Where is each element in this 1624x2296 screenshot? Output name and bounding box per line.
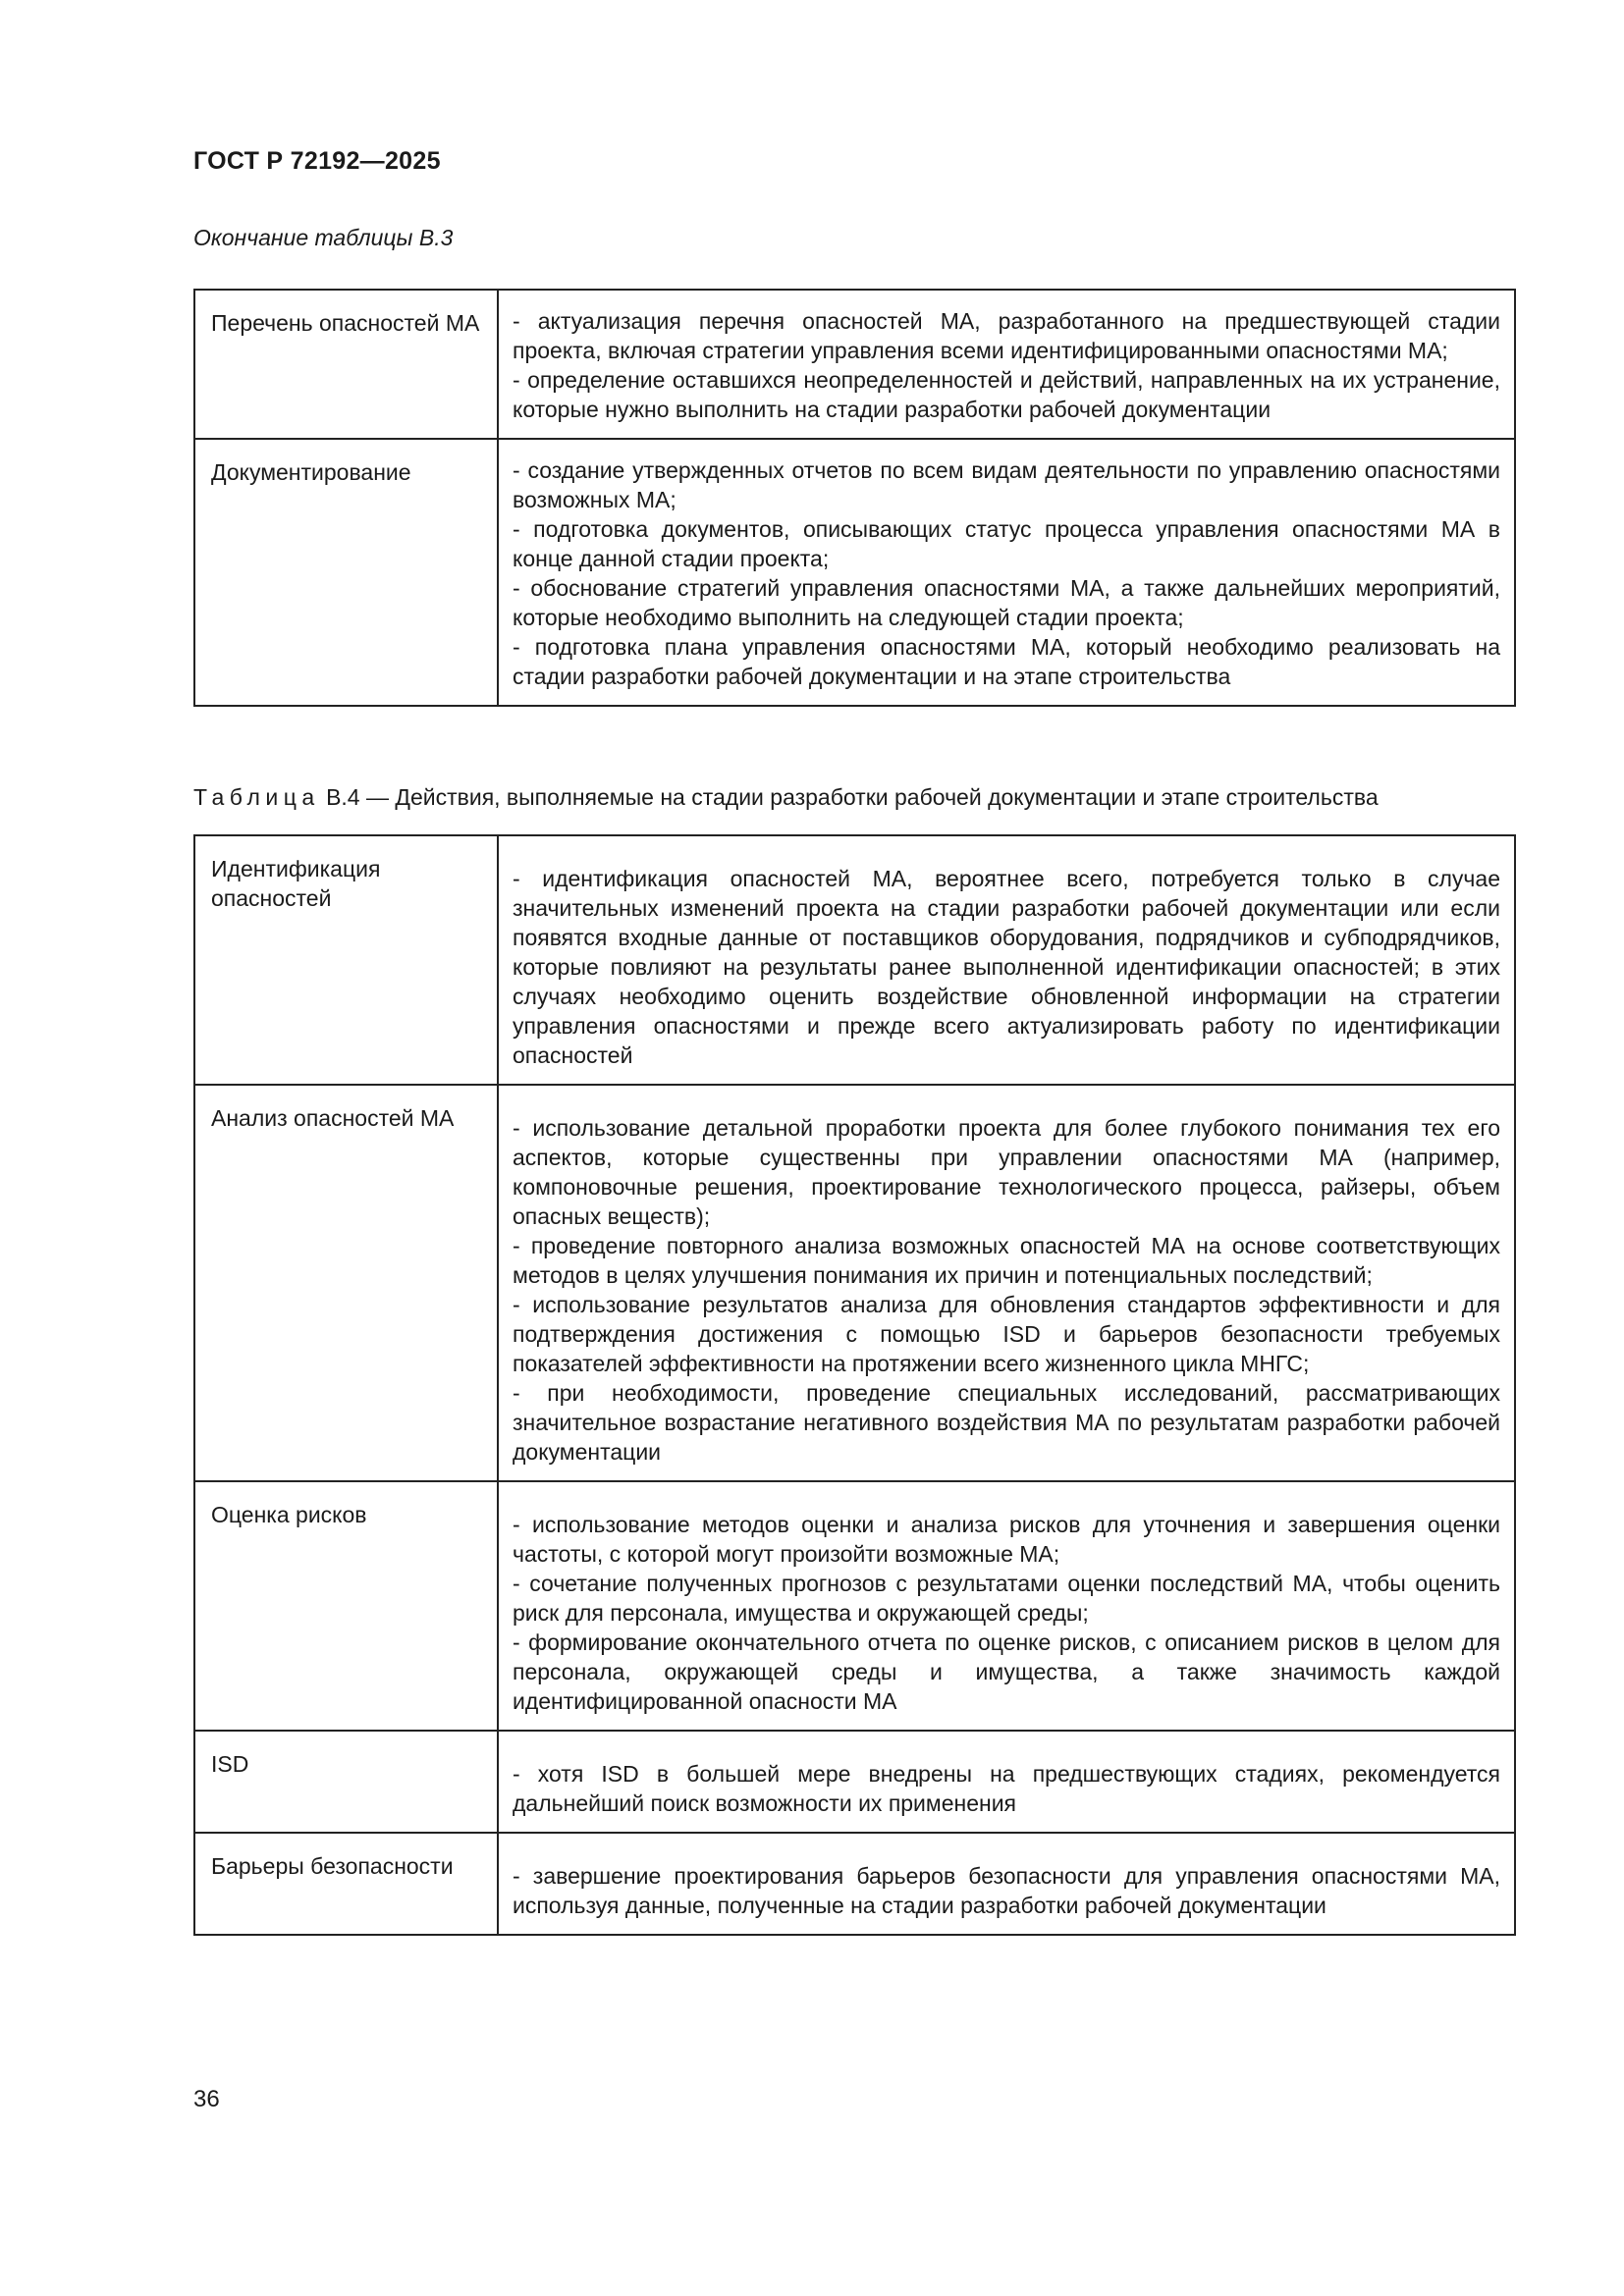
table-b3 (193, 289, 1516, 707)
list-item: - подготовка плана управления опасностями МА, который необходимо реализовать на стадии разработки рабочей документации и на этапе строительства (513, 634, 1500, 689)
table-row (194, 439, 1515, 706)
row-description (498, 1833, 1515, 1935)
table-row (194, 835, 1515, 1085)
list-item: - обоснование стратегий управления опасностями МА, а также дальнейших мероприятий, которые необходимо выполнить на следующей стадии проекта; (513, 575, 1500, 630)
row-name: Анализ опасностей МА (194, 1085, 498, 1481)
list-item: - сочетание полученных прогнозов с результатами оценки последствий МА, чтобы оценить риск для персонала, имущества и окружающей среды; (513, 1571, 1500, 1626)
row-description (498, 1731, 1515, 1833)
list-item: - проведение повторного анализа возможных опасностей МА на основе соответствующих методов в целях улучшения понимания их причин и потенциальных последствий; (513, 1233, 1500, 1288)
row-description (498, 439, 1515, 706)
list-item: - использование результатов анализа для обновления стандартов эффективности и для подтверждения достижения с помощью ISD и барьеров безопасности требуемых показателей эффективности на протяжении всего жизненного цикла МНГС; (513, 1292, 1500, 1376)
list-item: - подготовка документов, описывающих статус процесса управления опасностями МА в конце данной стадии проекта; (513, 516, 1500, 571)
table-caption-text: В.4 — Действия, выполняемые на стадии разработки рабочей документации и этапе строительства (326, 784, 1379, 810)
table-row (194, 290, 1515, 439)
page-number: 36 (193, 2086, 220, 2112)
list-item: - определение оставшихся неопределенностей и действий, направленных на их устранение, которые нужно выполнить на стадии разработки рабочей документации (513, 367, 1500, 422)
row-name: Идентификация опасностей (194, 835, 498, 1085)
row-description (498, 1085, 1515, 1481)
table-b4-caption (193, 784, 1379, 811)
table-row (194, 1481, 1515, 1731)
document-code: ГОСТ Р 72192—2025 (193, 147, 441, 175)
table-row (194, 1085, 1515, 1481)
list-item: - актуализация перечня опасностей МА, разработанного на предшествующей стадии проекта, включая стратегии управления всеми идентифицированными опасностями МА; (513, 308, 1500, 363)
list-item: - хотя ISD в большей мере внедрены на предшествующих стадиях, рекомендуется дальнейший поиск возможности их применения (513, 1761, 1500, 1816)
list-item: - использование методов оценки и анализа рисков для уточнения и завершения оценки частоты, с которой могут произойти возможные МА; (513, 1512, 1500, 1567)
table-continuation-label: Окончание таблицы В.3 (193, 225, 454, 250)
row-name: Оценка рисков (194, 1481, 498, 1731)
list-item: - создание утвержденных отчетов по всем видам деятельности по управлению опасностями возможных МА; (513, 457, 1500, 512)
row-name: Барьеры безопасности (194, 1833, 498, 1935)
list-item: - формирование окончательного отчета по оценке рисков, с описанием рисков в целом для персонала, окружающей среды и имущества, а также значимость каждой идентифицированной опасности МА (513, 1629, 1500, 1714)
row-name: ISD (194, 1731, 498, 1833)
row-description (498, 835, 1515, 1085)
row-name: Документирование (194, 439, 498, 706)
list-item: - завершение проектирования барьеров безопасности для управления опасностями МА, используя данные, полученные на стадии разработки рабочей документации (513, 1863, 1500, 1918)
row-description (498, 290, 1515, 439)
row-name: Перечень опасностей МА (194, 290, 498, 439)
table-b4 (193, 834, 1516, 1936)
row-description (498, 1481, 1515, 1731)
list-item: - использование детальной проработки проекта для более глубокого понимания тех его аспектов, которые существенны при управлении опасностями МА (например, компоновочные решения, проектирование технологического процесса, райзеры, объем опасных веществ); (513, 1115, 1500, 1229)
list-item: - при необходимости, проведение специальных исследований, рассматривающих значительное возрастание негативного воздействия МА по результатам разработки рабочей документации (513, 1380, 1500, 1465)
table-caption-label: Таблица (193, 784, 320, 810)
list-item: - идентификация опасностей МА, вероятнее всего, потребуется только в случае значительных изменений проекта на стадии разработки рабочей документации или если появятся входные данные от поставщиков оборудования, подрядчиков и субподрядчиков, которые повлияют на результаты ранее выполненной идентификации опасностей; в этих случаях необходимо оценить воздействие обновленной информации на стратегии управления опасностями и прежде всего актуализировать работу по идентификации опасностей (513, 866, 1500, 1068)
table-row (194, 1731, 1515, 1833)
table-row (194, 1833, 1515, 1935)
